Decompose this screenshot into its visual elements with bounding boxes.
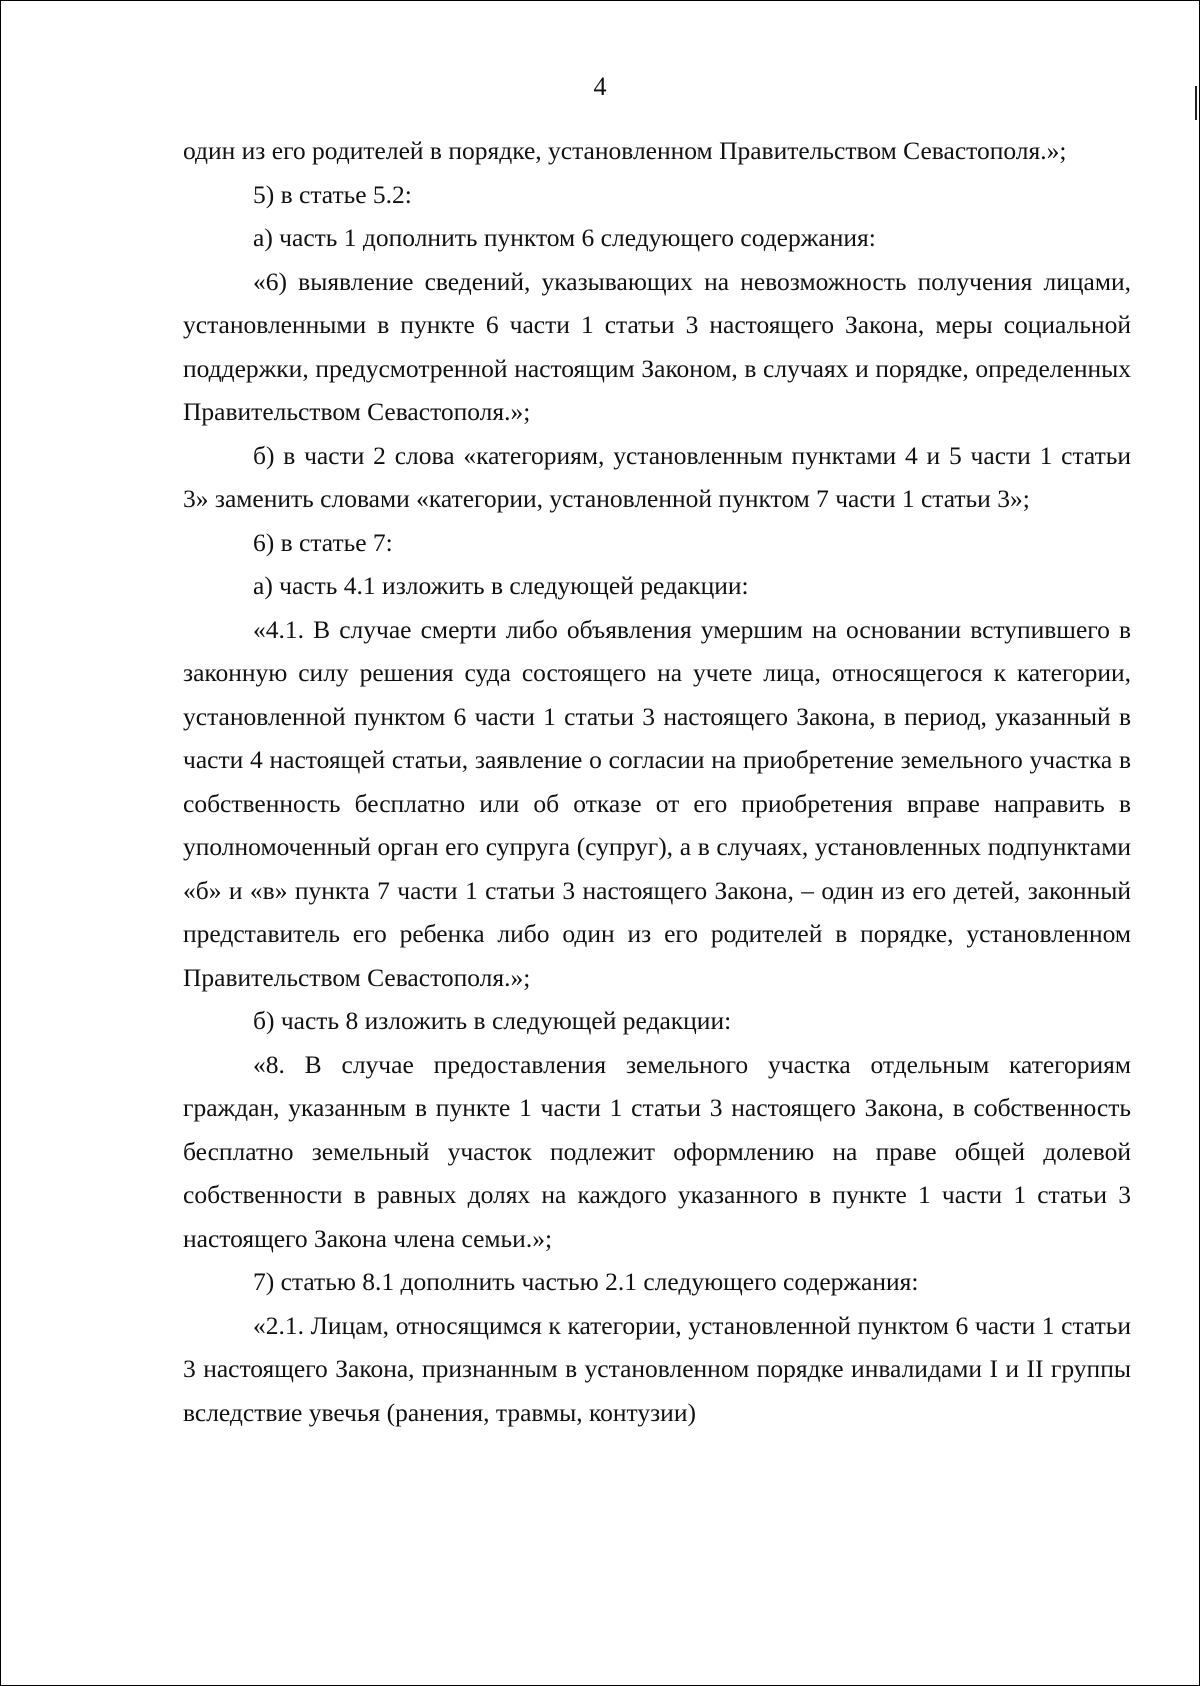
- paragraph-continuation: один из его родителей в порядке, установленном Правительством Севастополя.»;: [183, 136, 1067, 165]
- paragraph: б) в части 2 слова «категориям, установленным пунктами 4 и 5 части 1 статьи 3» заменить словами «категории, установленной пунктом 7 части 1 статьи 3»;: [183, 440, 1131, 513]
- paragraph: «6) выявление сведений, указывающих на невозможность получения лицами, установленными в пункте 6 части 1 статьи 3 настоящего Закона, меры социальной поддержки, предусмотренной настоящим Законом, в случаях и порядке, определенных Правительством Севастополя.»;: [183, 266, 1131, 426]
- paragraph: 7) статью 8.1 дополнить частью 2.1 следующего содержания:: [253, 1267, 919, 1296]
- document-body: [183, 129, 1131, 1434]
- paragraph: 6) в статье 7:: [253, 527, 393, 557]
- page-number: 4: [593, 72, 607, 101]
- paragraph: а) часть 1 дополнить пунктом 6 следующего содержания:: [253, 223, 876, 252]
- paragraph: «8. В случае предоставления земельного участка отдельным категориям граждан, указанным в пункте 1 части 1 статьи 3 настоящего Закона, в собственность бесплатно земельный участок подлежит оформлению на праве общей долевой собственности в равных долях на каждого указанного в пункте 1 части 1 статьи 3 настоящего Закона члена семьи.»;: [183, 1049, 1131, 1253]
- paragraph: 5) в статье 5.2:: [253, 179, 412, 209]
- paragraph: «4.1. В случае смерти либо объявления умершим на основании вступившего в законную силу решения суда состоящего на учете лица, относящегося к категории, установленной пунктом 6 части 1 статьи 3 настоящего Закона, в период, указанный в части 4 настоящей статьи, заявление о согласии на приобретение земельного участка в собственность бесплатно или об отказе от его приобретения вправе направить в уполномоченный орган его супруга (супруг), а в случаях, установленных подпунктами «б» и «в» пункта 7 части 1 статьи 3 настоящего Закона, – один из его детей, законный представитель его ребенка либо один из его родителей в порядке, установленном Правительством Севастополя.»;: [183, 614, 1131, 992]
- paragraph: «2.1. Лицам, относящимся к категории, установленной пунктом 6 части 1 статьи 3 настоящего Закона, признанным в установленном порядке инвалидами I и II группы вследствие увечья (ранения, травмы, контузии): [183, 1310, 1131, 1427]
- paragraph: а) часть 4.1 изложить в следующей редакции:: [253, 571, 749, 600]
- paragraph: б) часть 8 изложить в следующей редакции:: [253, 1006, 732, 1035]
